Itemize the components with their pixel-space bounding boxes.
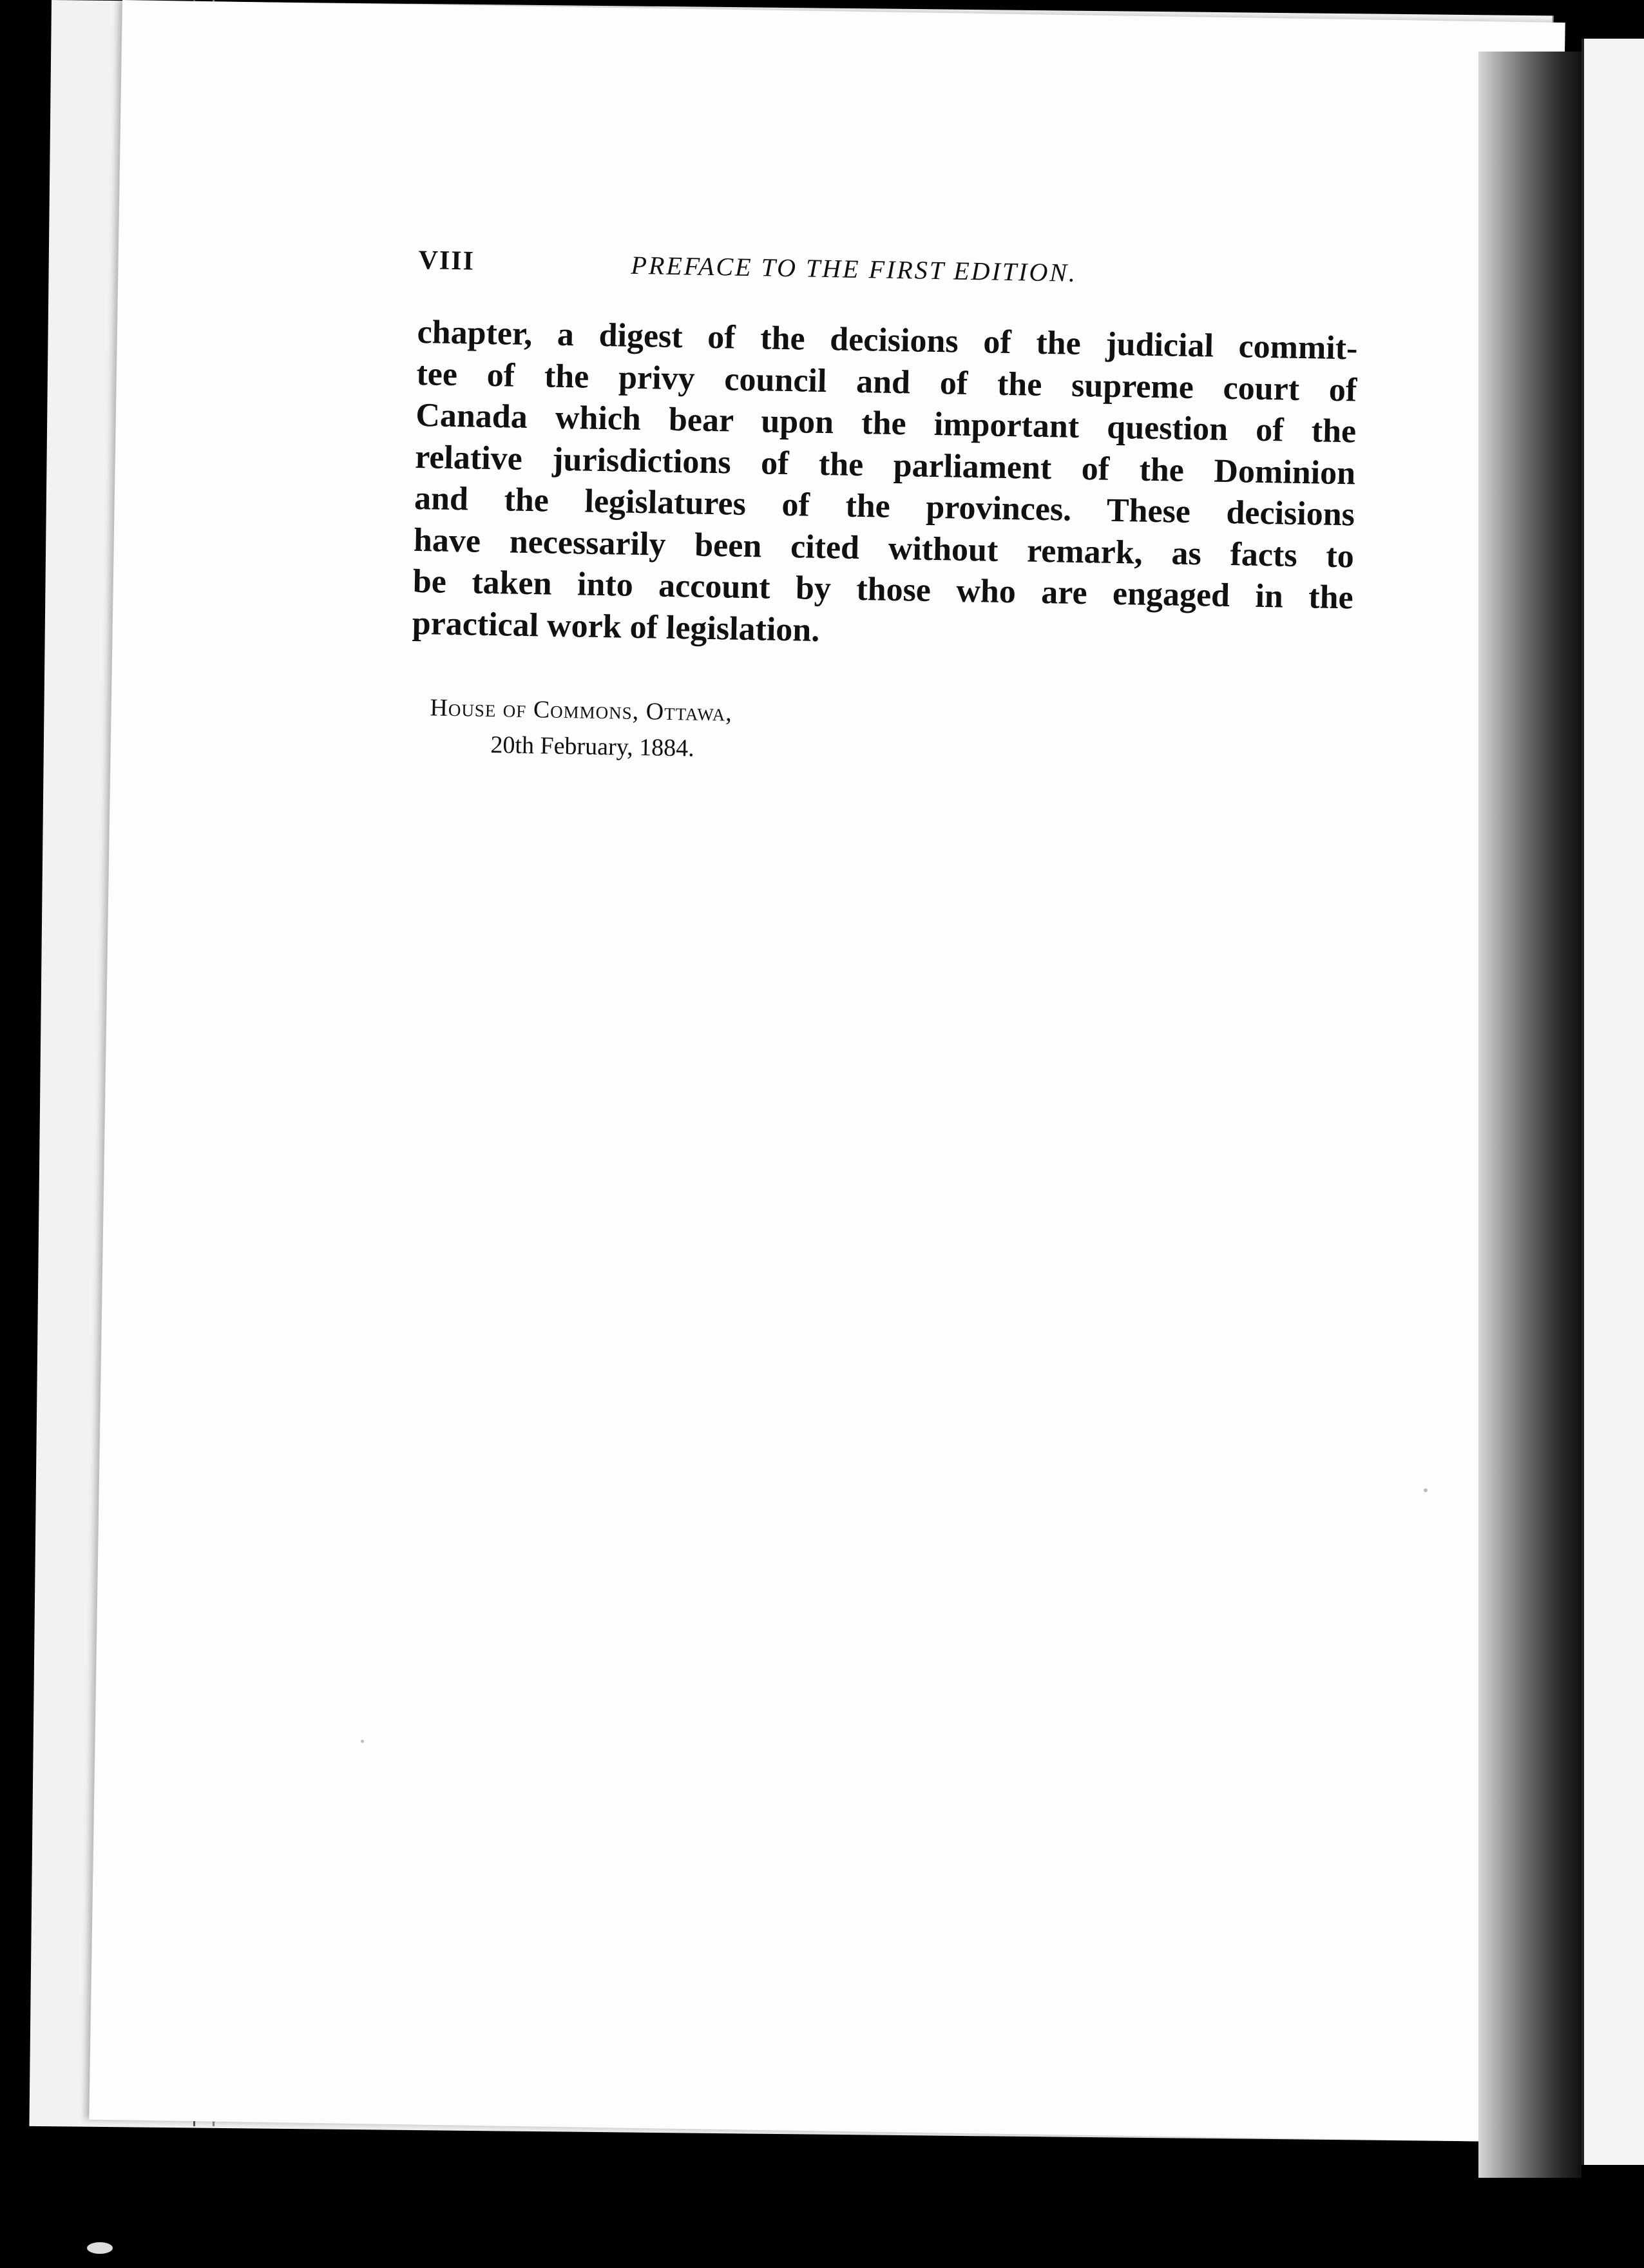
text-line: tee of the privy council and of the supreme court of	[416, 355, 1357, 408]
page-content	[410, 245, 1372, 778]
binding-gutter	[1478, 52, 1582, 2178]
text-line: relative jurisdictions of the parliament of the Dominion	[414, 438, 1356, 492]
text-line: chapter, a digest of the decisions of the judicial commit-	[417, 313, 1358, 367]
text-line: be taken into account by those who are engaged in the	[412, 562, 1354, 617]
dust-speck	[361, 1740, 364, 1743]
signature-place: House of Commons, Ottawa,	[430, 694, 733, 727]
body-paragraph	[412, 312, 1371, 661]
text-line: Canada which bear upon the important question of the	[415, 396, 1357, 450]
text-line: have necessarily been cited without remark, as facts to	[413, 521, 1355, 575]
signature-date: 20th February, 1884.	[490, 731, 695, 762]
running-head: PREFACE TO THE FIRST EDITION.	[631, 250, 1078, 287]
dust-speck	[1424, 1488, 1428, 1492]
text-line: practical work of legislation.	[412, 604, 820, 649]
dust-speck	[87, 2242, 113, 2254]
text-line: and the legislatures of the provinces. These decisions	[414, 479, 1355, 533]
page-number: VIII	[418, 245, 475, 276]
facing-page-edge	[1582, 39, 1644, 2165]
